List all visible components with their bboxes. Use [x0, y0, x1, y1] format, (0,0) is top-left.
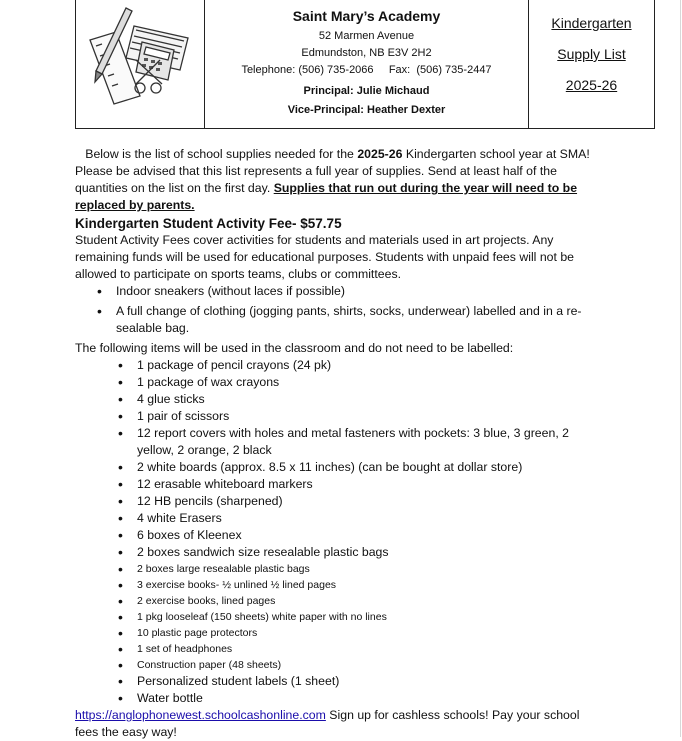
letterhead — [75, 0, 655, 129]
list-item: • 12 report covers with holes and metal fasteners with pockets: 3 blue, 3 green, 2 yellow, 2 orange, 2 black — [137, 425, 605, 459]
list-item: • Personalized student labels (1 sheet) — [137, 673, 605, 690]
list-item: • 12 erasable whiteboard markers — [137, 476, 605, 493]
supplies-illustration-icon — [76, 0, 204, 128]
intro-paragraph — [75, 146, 605, 214]
document-title — [529, 0, 654, 128]
fee-heading: Kindergarten Student Activity Fee- $57.75 — [75, 216, 342, 231]
list-item: • 2 boxes large resealable plastic bags — [137, 561, 605, 577]
intro-part-1: Below is the list of school supplies needed for the — [75, 147, 358, 161]
page-edge-line — [680, 0, 681, 737]
fee-paragraph: Student Activity Fees cover activities for students and materials used in art projects. Any remaining funds will be used for educational purposes. Students with unpaid fees will not be allowed to participate on sports teams, clubs or committees. — [75, 233, 575, 281]
title-year: 2025-26 — [565, 77, 618, 93]
list-item: • 1 pair of scissors — [137, 408, 605, 425]
list-item: • 1 package of pencil crayons (24 pk) — [137, 357, 605, 374]
phone-fax-line: Telephone: (506) 735-2066 Fax: (506) 735-2447 — [241, 64, 492, 76]
principal-name: Principal: Julie Michaud — [303, 85, 430, 97]
school-info — [205, 0, 529, 128]
school-supplies-logo — [76, 0, 205, 128]
classroom-intro: The following items will be used in the classroom and do not need to be labelled: — [75, 341, 514, 355]
list-item: • Construction paper (48 sheets) — [137, 657, 605, 673]
school-cash-online-link[interactable]: https://anglophonewest.schoolcashonline.com — [75, 708, 326, 722]
intro-emphasis: Supplies that run out during the year will need to be replaced by parents. — [75, 181, 578, 212]
address-line-1: 52 Marmen Avenue — [318, 30, 415, 42]
school-name: Saint Mary’s Academy — [292, 8, 441, 24]
list-item: • A full change of clothing (jogging pants, shirts, socks, underwear) labelled and in a re-sealable bag. — [116, 303, 605, 337]
intro-part-2: Kindergarten school year at SMA! Please be advised that this list represents a full year of supplies. Send at least half of the quantities on the list on the first day. — [75, 147, 590, 195]
list-item: • 3 exercise books- ½ unlined ½ lined pages — [137, 577, 605, 593]
list-item: • 6 boxes of Kleenex — [137, 527, 605, 544]
list-item: • 12 HB pencils (sharpened) — [137, 493, 605, 510]
list-item: • 2 exercise books, lined pages — [137, 593, 605, 609]
list-item: • 2 white boards (approx. 8.5 x 11 inches) (can be bought at dollar store) — [137, 459, 605, 476]
list-item: • 4 white Erasers — [137, 510, 605, 527]
list-item: • 10 plastic page protectors — [137, 625, 605, 641]
document-body — [75, 146, 605, 741]
classroom-items-list — [75, 357, 605, 707]
address-line-2: Edmundston, NB E3V 2H2 — [301, 47, 432, 59]
list-item: • 1 set of headphones — [137, 641, 605, 657]
title-supply-list: Supply List — [557, 46, 626, 62]
list-item: • Indoor sneakers (without laces if possible) — [116, 283, 605, 300]
list-item: • 1 pkg looseleaf (150 sheets) white paper with no lines — [137, 609, 605, 625]
list-item: • 4 glue sticks — [137, 391, 605, 408]
list-item: • Water bottle — [137, 690, 605, 707]
intro-year: 2025-26 — [357, 147, 403, 161]
title-grade: Kindergarten — [551, 15, 632, 31]
labelled-items-list — [75, 283, 605, 337]
vice-principal-name: Vice-Principal: Heather Dexter — [287, 104, 446, 116]
list-item: • 1 package of wax crayons — [137, 374, 605, 391]
list-item: • 2 boxes sandwich size resealable plastic bags — [137, 544, 605, 561]
footer-paragraph — [75, 707, 605, 741]
footer-text: Sign up for cashless schools! Pay your school fees the easy way! — [75, 708, 580, 739]
